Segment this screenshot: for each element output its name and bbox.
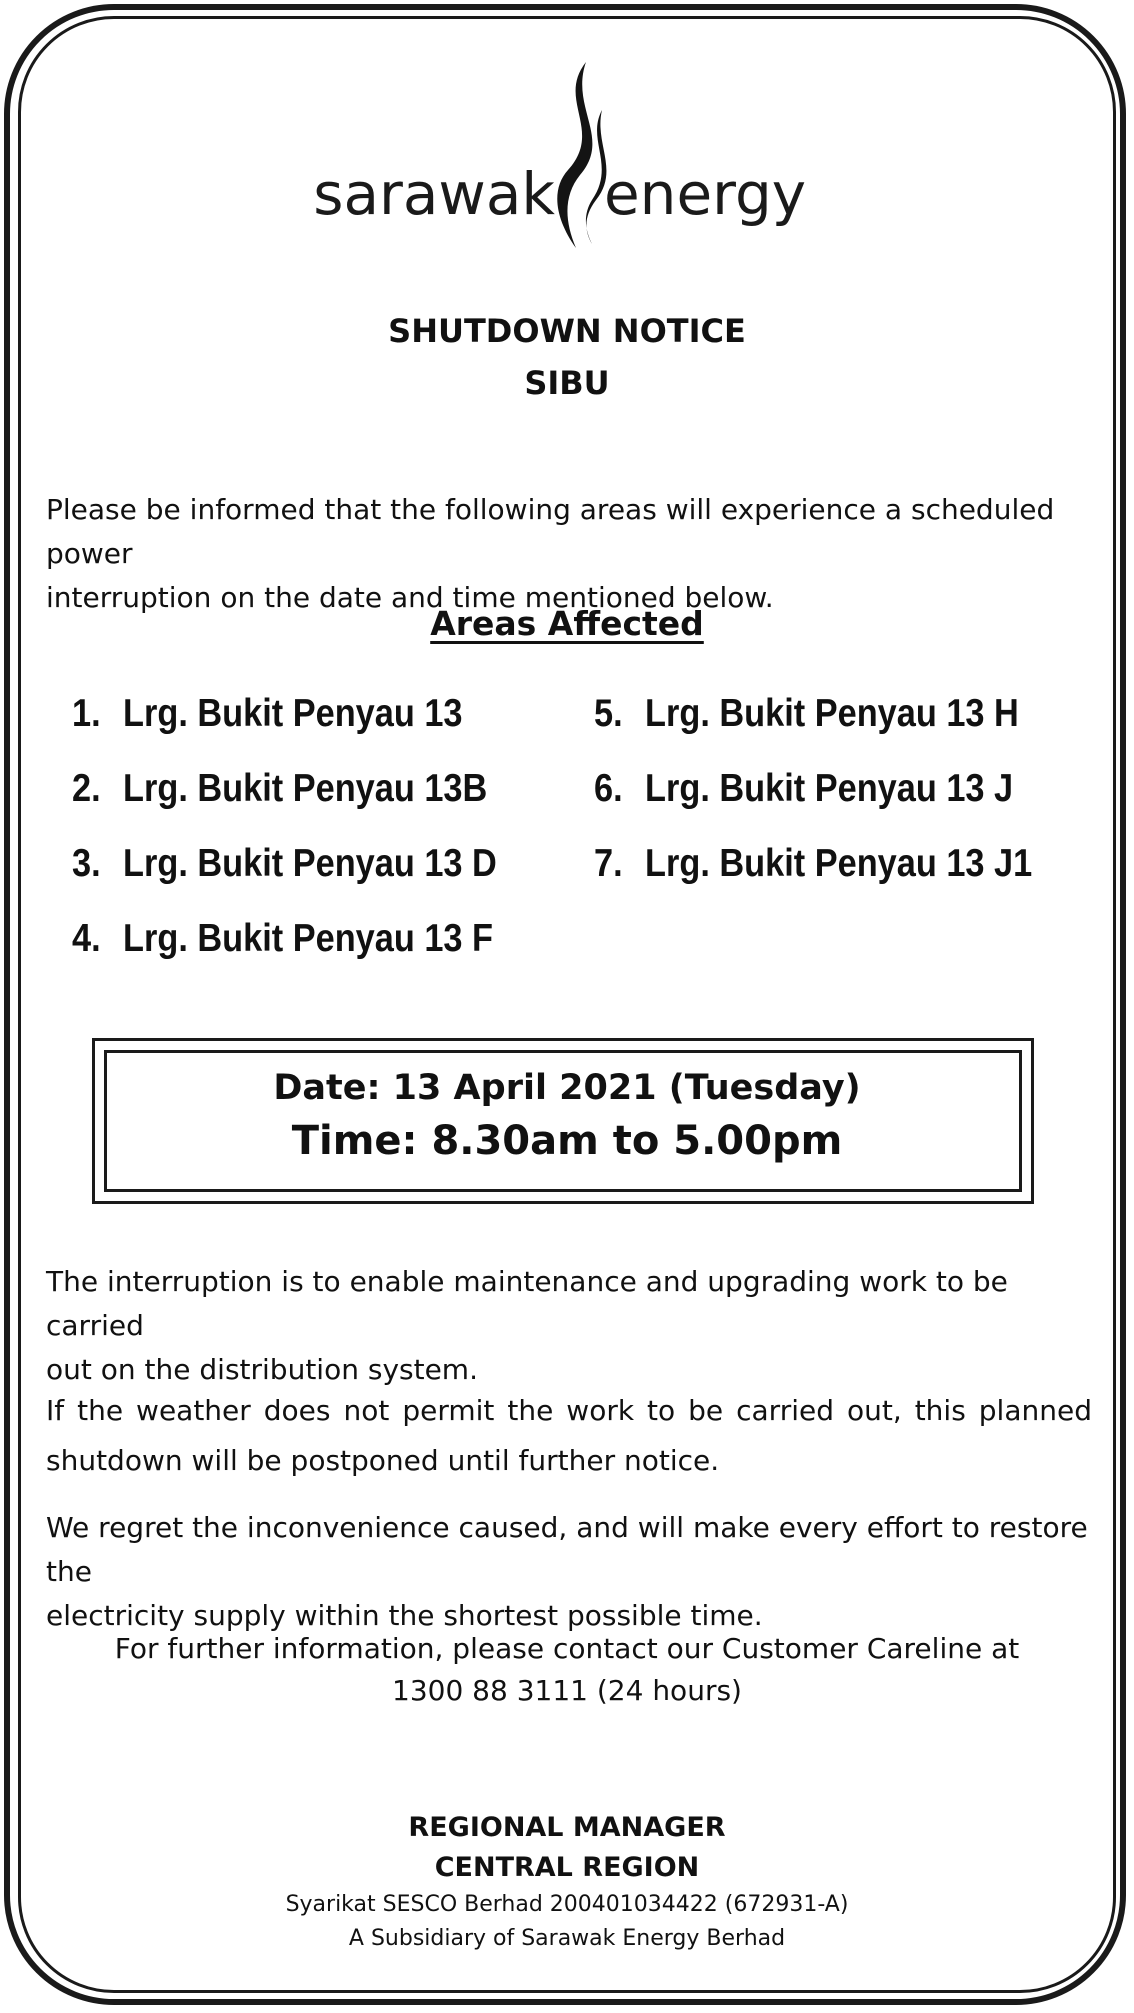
area-name: Lrg. Bukit Penyau 13B (123, 767, 488, 810)
signature-role: REGIONAL MANAGER (408, 1812, 726, 1843)
area-name: Lrg. Bukit Penyau 13 J (645, 767, 1014, 810)
notice-title-block (0, 305, 1134, 409)
area-name: Lrg. Bukit Penyau 13 (123, 692, 463, 735)
schedule-date: Date: 13 April 2021 (Tuesday) (273, 1068, 861, 1108)
maintenance-paragraph (46, 1260, 1092, 1392)
area-item (594, 842, 1032, 886)
paragraph-line: If the weather does not permit the work to be carried out, this planned (46, 1394, 1092, 1427)
company-block (0, 1888, 1134, 1956)
logo-word-sarawak: sarawak (313, 160, 555, 228)
contact-line: For further information, please contact our Customer Careline at (114, 1632, 1020, 1665)
paragraph-line: electricity supply within the shortest possible time. (46, 1599, 763, 1632)
company-subsidiary: A Subsidiary of Sarawak Energy Berhad (348, 1926, 786, 1951)
careline-number: 1300 88 3111 (24 hours) (392, 1674, 742, 1707)
paragraph-line: shutdown will be postponed until further notice. (46, 1444, 720, 1477)
company-registration: Syarikat SESCO Berhad 200401034422 (672931-A) (285, 1892, 849, 1917)
area-number: 5. (594, 692, 623, 735)
area-number: 2. (72, 767, 101, 810)
area-item (594, 767, 1013, 811)
area-number: 6. (594, 767, 623, 810)
area-item (72, 692, 463, 736)
intro-line-2: interruption on the date and time mentioned below. (46, 581, 774, 614)
area-number: 1. (72, 692, 101, 735)
signature-region: CENTRAL REGION (434, 1852, 700, 1883)
regret-paragraph (46, 1506, 1092, 1638)
notice-title: SHUTDOWN NOTICE (388, 312, 746, 350)
signature-block (0, 1808, 1134, 1888)
notice-location: SIBU (524, 364, 610, 402)
areas-heading: Areas Affected (430, 604, 704, 643)
logo-word-energy: energy (604, 160, 807, 228)
area-item (594, 692, 1019, 736)
area-number: 4. (72, 917, 101, 960)
contact-block (0, 1628, 1134, 1712)
intro-line-1: Please be informed that the following areas will experience a scheduled power (46, 493, 1055, 570)
area-item (72, 767, 487, 811)
paragraph-line: out on the distribution system. (46, 1353, 478, 1386)
area-name: Lrg. Bukit Penyau 13 J1 (645, 842, 1033, 885)
sarawak-energy-logo (0, 60, 1134, 260)
area-name: Lrg. Bukit Penyau 13 F (123, 917, 494, 960)
area-item (72, 917, 493, 961)
intro-paragraph (46, 488, 1092, 620)
area-name: Lrg. Bukit Penyau 13 D (123, 842, 497, 885)
area-item (72, 842, 497, 886)
area-name: Lrg. Bukit Penyau 13 H (645, 692, 1019, 735)
area-number: 7. (594, 842, 623, 885)
schedule-time: Time: 8.30am to 5.00pm (291, 1118, 843, 1164)
paragraph-line: The interruption is to enable maintenance and upgrading work to be carried (46, 1265, 1008, 1342)
area-number: 3. (72, 842, 101, 885)
paragraph-line: We regret the inconvenience caused, and will make every effort to restore the (46, 1511, 1088, 1588)
weather-paragraph (46, 1386, 1092, 1486)
